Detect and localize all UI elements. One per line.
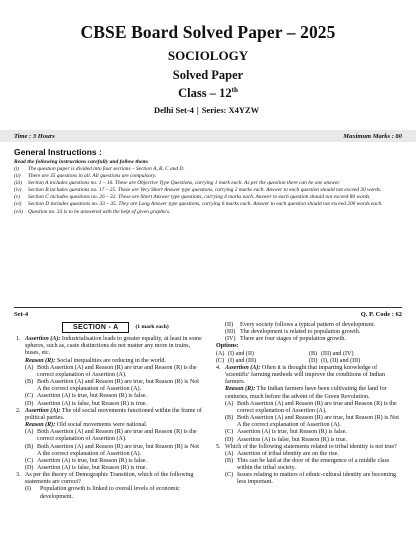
answer-option: (C) Assertion (A) is true, but Reason (R) is false. [25, 393, 148, 400]
instruction-item: (vii) Question no. 33 is to be answered with the help of given graphics. [14, 208, 171, 215]
answer-option: (C) Issues relating to matters of ethnic-cultural identity are becoming less important. [225, 472, 397, 486]
instruction-item: (iv) Section B includes questions no. 17 – 25. These are Very Short Answer type questions, carrying 2 marks each. Answer to each question should not exceed 30 words. [14, 187, 382, 194]
statement-item: (III) The development is related to population growth. [225, 329, 361, 336]
question-4-options [216, 401, 402, 444]
section-label: SECTION - A [62, 322, 129, 333]
answer-option: (D) Assertion (A) is false, but Reason (R) is true. [225, 436, 348, 443]
set-label: Delhi Set-4 [154, 105, 194, 116]
question-5-options [216, 451, 402, 487]
section-header [62, 322, 202, 333]
question-1: 1. Assertion (A): Industrialisation leads to greater equality, at least in some spheres, such as, caste distinctions do not matter any more in trains, buses, etc. [16, 336, 202, 357]
question-2-options [16, 429, 202, 472]
answer-option: (C) Assertion (A) is true, but Reason (R) is false. [25, 457, 148, 464]
instruction-item: (vi) Section D includes questions no. 33 – 35. They are Long Answer type questions, carrying 6 marks each. Answer to each question should not exceed 200 words each. [14, 201, 383, 208]
instructions-list [14, 166, 402, 216]
question-3: 3. As per the theory of Demographic Transition, which of the following statements are correct? [16, 472, 194, 486]
right-column [216, 322, 402, 487]
question-3-options [216, 351, 402, 365]
answer-option: (D) Assertion (A) is false, but Reason (R) is true. [25, 464, 148, 471]
question-5: 5. Which of the following statements related to tribal identity is not true? [216, 443, 397, 450]
set-code-row [14, 311, 402, 318]
subject-title: SOCIOLOGY [167, 48, 249, 63]
answer-option: (D) (I), (II) and (III) [309, 357, 361, 364]
section-marks: (1 mark each) [135, 324, 169, 330]
answer-option: (A) Assertion of tribal identity are on the rise. [225, 450, 339, 457]
set-series-line: Delhi Set-4 | Series: X4YZW [154, 105, 260, 116]
paper-type: Solved Paper [172, 68, 244, 82]
answer-option: (A) Both Assertion (A) and Reason (R) are true and Reason (R) is the correct explanation of Assertion (A). [225, 400, 397, 414]
answer-option: (B) (III) and (IV) [309, 350, 354, 357]
answer-option: (D) Assertion (A) is false, but Reason (R) is true. [25, 400, 148, 407]
answer-option: (B) Both Assertion (A) and Reason (R) are true, but Reason (R) is Not A the correct explanation of Assertion (A). [25, 379, 199, 393]
answer-option: (B) Both Assertion (A) and Reason (R) are true, but Reason (R) is Not A the correct explanation of Assertion (A). [225, 415, 399, 429]
answer-option: (B) This can be laid at the door of the emergence of a middle class within the tribal society. [225, 457, 390, 472]
question-3-statements [16, 486, 202, 500]
left-column [16, 322, 202, 501]
instruction-item: (ii) There are 35 questions in all. All questions are compulsory. [14, 173, 157, 180]
qp-code: Q. P. Code : 62 [360, 311, 402, 318]
options-label: Options: [216, 343, 239, 350]
question-4: 4. Assertion (A): Often it is thought that imparting knowledge of 'scientific' farming methods will improve the conditions of Indian farmers. [216, 364, 385, 386]
max-marks-label: Maximum Marks : 80 [343, 132, 402, 140]
answer-option: (A) Both Assertion (A) and Reason (R) are true and Reason (R) is the correct explanation of Assertion (A). [25, 429, 197, 443]
time-marks-bar [0, 130, 416, 142]
statement-item: (IV) There are four stages of population growth. [225, 336, 346, 343]
instruction-item: (i) The question paper is divided into four sections – Section A, B, C and D. [14, 166, 185, 172]
instructions-title: General Instructions : [14, 147, 102, 157]
series-label: Series: X4YZW [201, 105, 260, 116]
instruction-item: (iii) Section A includes questions no. 1 – 16. These are Objective Type Questions, carrying 1 mark each. As per the question there can be one answer. [14, 180, 341, 187]
paper-title: CBSE Board Solved Paper – 2025 [80, 22, 336, 42]
question-2-reason: Reason (R): Old social movements were national. [25, 422, 148, 429]
statement-item: (I) Population growth is linked to overall levels of economic development. [25, 486, 180, 500]
question-1-options [16, 365, 202, 408]
answer-option: (B) Both Assertion (A) and Reason (R) are true, but Reason (R) is Not A the correct explanation of Assertion (A). [25, 443, 199, 457]
general-instructions [14, 147, 402, 216]
instruction-item: (v) Section C includes questions no. 26 – 32. These are Short Answer type questions, carrying 4 marks each. Answer to each question should not exceed 80 words. [14, 194, 371, 201]
time-label: Time : 3 Hours [14, 132, 55, 140]
statement-item: (II) Every society follows a typical pattern of development. [225, 322, 376, 328]
question-2: 2. Assertion (A): The old social movements functioned within the frame of political parties. [16, 407, 202, 421]
question-1-reason: Reason (R): Social inequalities are reducing in the world. [25, 357, 166, 364]
instructions-subtitle: Read the following instructions carefully and follow them: [14, 159, 149, 165]
answer-option: (A) (I) and (II) [216, 350, 255, 357]
answer-option: (A) Both Assertion (A) and Reason (R) are true and Reason (R) is the correct explanation of Assertion (A). [25, 364, 197, 378]
set-number: Set-4 [14, 311, 29, 318]
class-label: Class – 12th [178, 86, 238, 101]
paper-header [14, 22, 402, 115]
divider [14, 307, 402, 308]
answer-option: (C) (I) and (III) [216, 357, 257, 364]
question-3-statements-cont [216, 322, 402, 343]
question-4-reason: Reason (R): The Indian farmers have been cultivating the land for centuries, much before the advent of the Green Revolution. [225, 386, 387, 400]
answer-option: (C) Assertion (A) is true, but Reason (R) is false. [225, 429, 348, 436]
